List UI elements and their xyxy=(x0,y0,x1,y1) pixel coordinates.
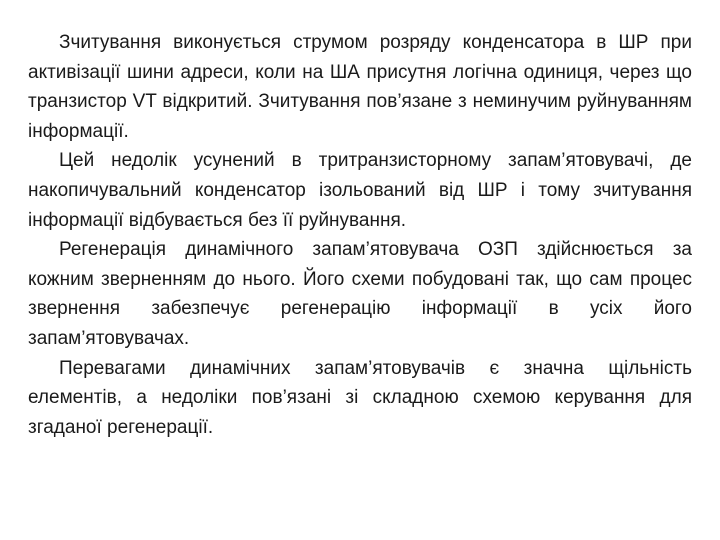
paragraph-reading: Зчитування виконується струмом розряду конденсатора в ШР при активізації шини адреси, коли на ША присутня логічна одиниця, через що транзистор VT відкритий. Зчитування пов’язане з неминучим руйнуванням інформації. xyxy=(28,32,692,142)
paragraph-regeneration: Регенерація динамічного запам’ятовувача ОЗП здійснюється за кожним зверненням до нього. Його схеми побудовані так, що сам процес звернення забезпечує регенерацію інформації в усіх його запам’ятовувачах. xyxy=(28,239,692,349)
document-body xyxy=(28,28,692,442)
paragraph-advantages: Перевагами динамічних запам’ятовувачів є значна щільність елементів, а недоліки пов’язані зі складною схемою керування для згаданої регенерації. xyxy=(28,357,692,438)
paragraph-three-transistor: Цей недолік усунений в тритранзисторному запам’ятовувачі, де накопичувальний конденсатор ізольований від ШР і тому зчитування інформації відбувається без її руйнування. xyxy=(28,150,692,231)
